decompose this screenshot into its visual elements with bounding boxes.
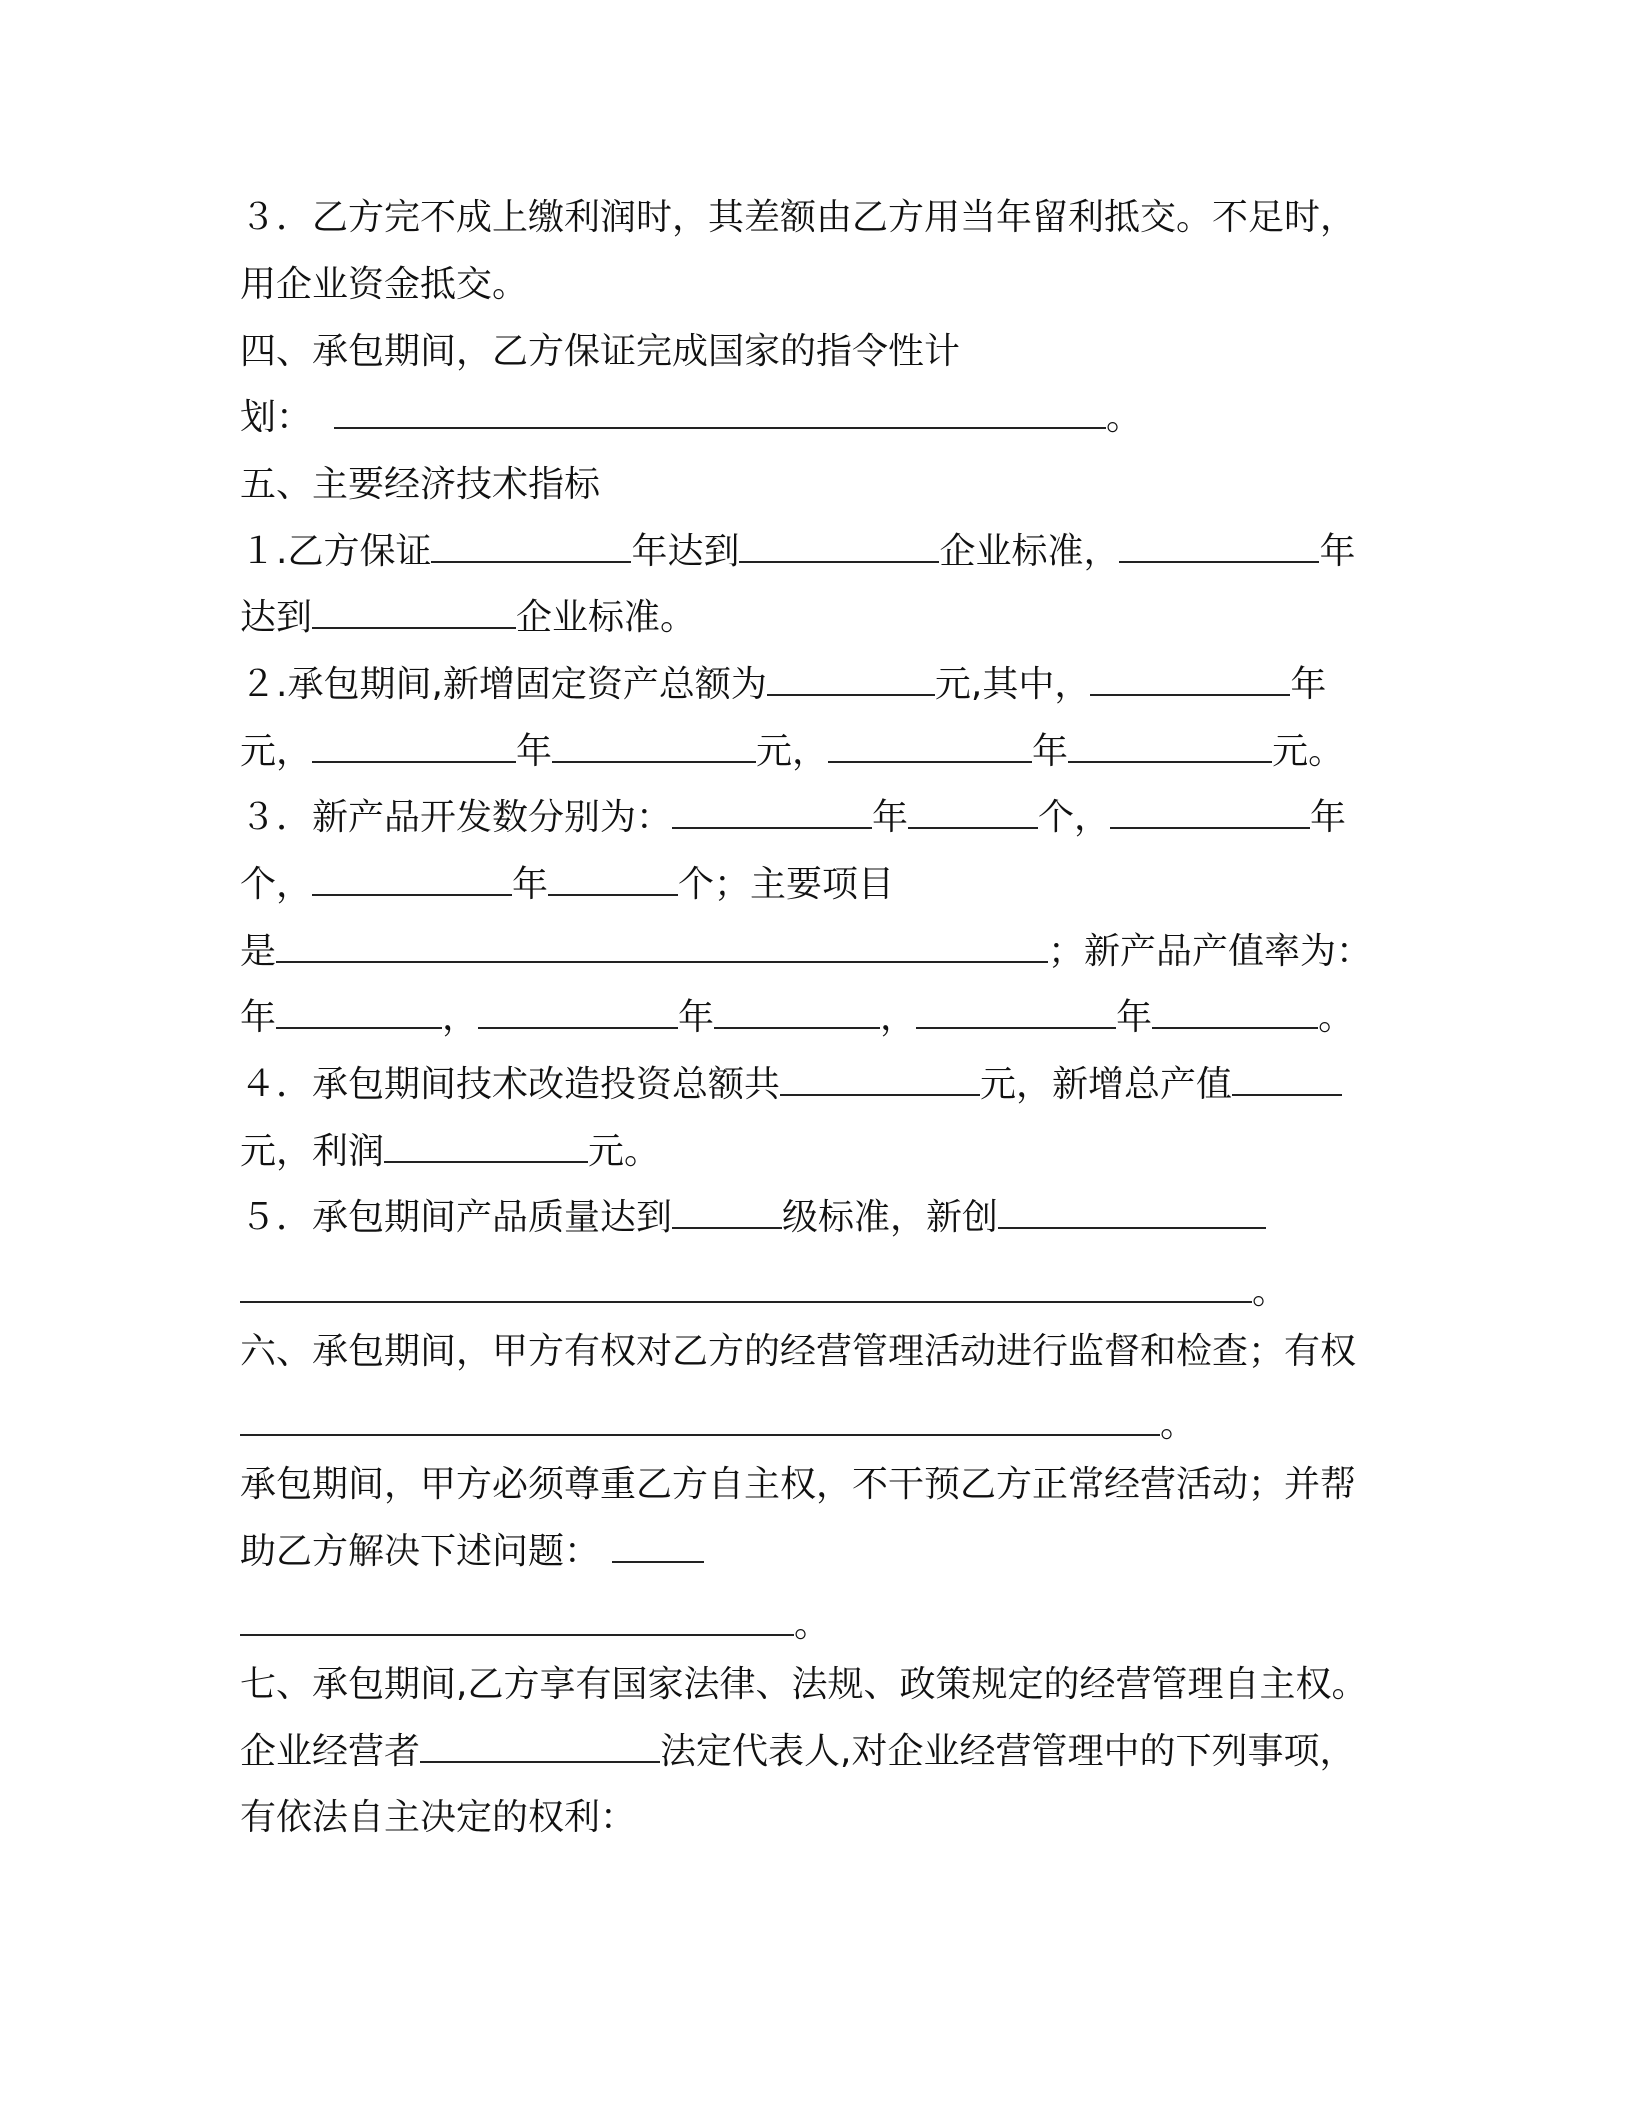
text-segment: 年 bbox=[1032, 731, 1069, 772]
text-line-9 bbox=[240, 722, 1380, 782]
year-blank[interactable] bbox=[312, 864, 512, 896]
text-segment: ， bbox=[442, 997, 479, 1038]
text-line-5 bbox=[240, 455, 1380, 515]
amount-blank[interactable] bbox=[828, 731, 1032, 763]
text-segment: 年 bbox=[1116, 997, 1153, 1038]
profit-blank[interactable] bbox=[384, 1131, 588, 1163]
standard-blank[interactable] bbox=[312, 597, 516, 629]
issue-blank-cont[interactable] bbox=[240, 1604, 794, 1636]
year-blank[interactable] bbox=[1090, 664, 1290, 696]
year-blank[interactable] bbox=[1110, 797, 1310, 829]
text-line-21 bbox=[240, 1522, 1380, 1582]
text-segment: ， bbox=[880, 997, 917, 1038]
text-line-25 bbox=[240, 1788, 1380, 1848]
issue-blank[interactable] bbox=[612, 1531, 704, 1563]
standard-blank[interactable] bbox=[739, 531, 939, 563]
text-line-20 bbox=[240, 1455, 1380, 1515]
section-7-heading: 七、承包期间,乙方享有国家法律、法规、政策规定的经营管理自主权。 bbox=[240, 1664, 1368, 1705]
text-segment: 年 bbox=[240, 997, 277, 1038]
year-blank[interactable] bbox=[916, 997, 1116, 1029]
period-mark: 。 bbox=[1160, 1404, 1197, 1445]
text-line-3 bbox=[240, 322, 1380, 382]
paragraph-text: 承包期间，甲方必须尊重乙方自主权，不干预乙方正常经营活动；并帮 bbox=[240, 1464, 1357, 1505]
period-mark: 。 bbox=[1252, 1271, 1289, 1312]
text-line-7 bbox=[240, 588, 1380, 648]
amount-blank[interactable] bbox=[767, 664, 935, 696]
year-blank[interactable] bbox=[431, 531, 631, 563]
text-line-14 bbox=[240, 1055, 1380, 1115]
plan-blank[interactable] bbox=[334, 397, 1106, 429]
count-blank[interactable] bbox=[548, 864, 678, 896]
text-line-12 bbox=[240, 922, 1380, 982]
text-segment: 元,其中， bbox=[934, 664, 1091, 705]
paragraph-text: 有依法自主决定的权利： bbox=[240, 1797, 637, 1838]
text-segment: 元，新增总产值 bbox=[980, 1064, 1233, 1105]
count-blank[interactable] bbox=[908, 797, 1038, 829]
amount-blank[interactable] bbox=[312, 731, 516, 763]
text-line-23 bbox=[240, 1655, 1380, 1715]
amount-blank[interactable] bbox=[552, 731, 756, 763]
clause-3-text-cont: 用企业资金抵交。 bbox=[240, 264, 529, 305]
text-line-6 bbox=[240, 522, 1380, 582]
rate-blank[interactable] bbox=[276, 997, 442, 1029]
text-segment: 年 bbox=[678, 997, 715, 1038]
text-segment: 企业标准。 bbox=[516, 597, 697, 638]
text-line-22 bbox=[240, 1595, 1380, 1655]
project-blank[interactable] bbox=[276, 931, 1048, 963]
text-segment: 元， bbox=[240, 731, 313, 772]
plan-label: 划： bbox=[240, 397, 313, 438]
text-segment: 年 bbox=[516, 731, 553, 772]
clause-3-text: ３．乙方完不成上缴利润时，其差额由乙方用当年留利抵交。不足时， bbox=[240, 197, 1357, 238]
text-segment: 法定代表人,对企业经营管理中的下列事项， bbox=[660, 1731, 1356, 1772]
text-segment: 助乙方解决下述问题： bbox=[240, 1531, 601, 1572]
text-line-8 bbox=[240, 655, 1380, 715]
text-segment: 元，利润 bbox=[240, 1131, 385, 1172]
text-segment: 年 bbox=[1310, 797, 1347, 838]
text-line-1 bbox=[240, 188, 1380, 248]
text-segment: 年达到 bbox=[631, 531, 740, 572]
text-segment: 达到 bbox=[240, 597, 313, 638]
full-line-blank[interactable] bbox=[240, 1404, 1160, 1436]
text-line-17 bbox=[240, 1262, 1380, 1322]
year-blank[interactable] bbox=[672, 797, 872, 829]
text-line-16 bbox=[240, 1188, 1380, 1248]
text-segment: 年 bbox=[512, 864, 549, 905]
text-segment: 个， bbox=[240, 864, 313, 905]
item-1-label: １.乙方保证 bbox=[240, 531, 432, 572]
rate-blank[interactable] bbox=[714, 997, 880, 1029]
amount-blank[interactable] bbox=[780, 1064, 980, 1096]
text-segment: 年 bbox=[872, 797, 909, 838]
text-segment: 级标准，新创 bbox=[782, 1197, 999, 1238]
rate-blank[interactable] bbox=[1152, 997, 1318, 1029]
amount-blank[interactable] bbox=[1068, 731, 1272, 763]
item-3-label: ３．新产品开发数分别为： bbox=[240, 797, 673, 838]
year-blank[interactable] bbox=[1119, 531, 1319, 563]
year-blank[interactable] bbox=[478, 997, 678, 1029]
text-segment: 企业标准， bbox=[939, 531, 1120, 572]
text-line-15 bbox=[240, 1122, 1380, 1182]
text-line-2 bbox=[240, 255, 1380, 315]
text-segment: ；新产品产值率为： bbox=[1048, 931, 1373, 972]
period-mark: 。 bbox=[1106, 397, 1143, 438]
operator-blank[interactable] bbox=[420, 1731, 660, 1763]
text-segment: 企业经营者 bbox=[240, 1731, 421, 1772]
level-blank[interactable] bbox=[672, 1197, 782, 1229]
item-2-label: ２.承包期间,新增固定资产总额为 bbox=[240, 664, 767, 705]
section-6-heading: 六、承包期间，甲方有权对乙方的经营管理活动进行监督和检查；有权 bbox=[240, 1331, 1357, 1372]
text-line-13 bbox=[240, 988, 1380, 1048]
text-segment: 年 bbox=[1319, 531, 1356, 572]
text-line-4 bbox=[240, 388, 1380, 448]
text-segment: 元。 bbox=[1272, 731, 1345, 772]
text-line-18 bbox=[240, 1322, 1380, 1382]
text-segment: 。 bbox=[1318, 997, 1355, 1038]
section-4-heading: 四、承包期间，乙方保证完成国家的指令性计 bbox=[240, 331, 961, 372]
text-segment: 年 bbox=[1290, 664, 1327, 705]
text-segment: 元， bbox=[756, 731, 829, 772]
text-line-24 bbox=[240, 1722, 1380, 1782]
text-line-11 bbox=[240, 855, 1380, 915]
text-segment: 元。 bbox=[588, 1131, 661, 1172]
full-line-blank[interactable] bbox=[240, 1271, 1252, 1303]
new-item-blank[interactable] bbox=[998, 1197, 1266, 1229]
text-line-19 bbox=[240, 1395, 1380, 1455]
text-line-10 bbox=[240, 788, 1380, 848]
item-4-label: ４．承包期间技术改造投资总额共 bbox=[240, 1064, 781, 1105]
section-5-heading: 五、主要经济技术指标 bbox=[240, 464, 601, 505]
output-blank[interactable] bbox=[1232, 1064, 1342, 1096]
text-segment: 个， bbox=[1038, 797, 1111, 838]
period-mark: 。 bbox=[794, 1604, 831, 1645]
text-segment: 是 bbox=[240, 931, 277, 972]
text-segment: 个；主要项目 bbox=[678, 864, 895, 905]
item-5-label: ５．承包期间产品质量达到 bbox=[240, 1197, 673, 1238]
